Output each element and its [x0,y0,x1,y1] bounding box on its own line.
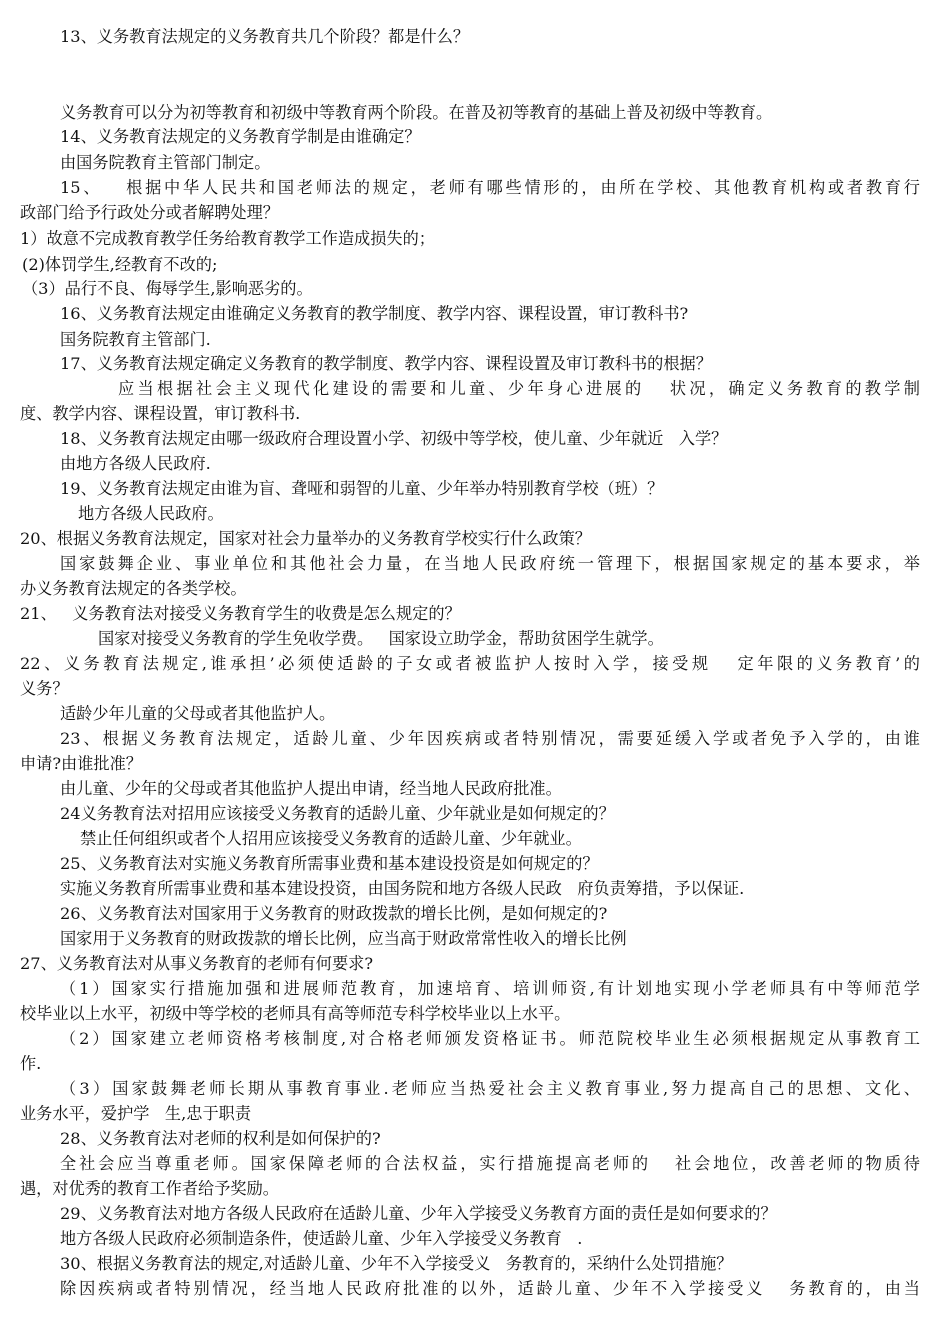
answer-15-item-1: 1）故意不完成教育教学任务给教育教学工作造成损失的； [20,229,435,248]
question-21: 21、 义务教育法对接受义务教育学生的收费是怎么规定的？ [20,604,461,623]
answer-27-item-1: （1）国家实行措施加强和进展师范教育，加速培育、培训师资,有计划地实现小学老师具有中等师范学 [60,979,920,998]
question-20: 20、根据义务教育法规定，国家对社会力量举办的义务教育学校实行什么政策？ [20,529,591,548]
answer-29: 地方各级人民政府必须制造条件，使适龄儿童、少年入学接受义务教育 . [60,1229,583,1248]
answer-14: 由国务院教育主管部门制定。 [60,153,271,172]
answer-24: 禁止任何组织或者个人招用应该接受义务教育的适龄儿童、少年就业。 [80,829,582,848]
answer-27-item-1-cont: 校毕业以上水平，初级中等学校的老师具有高等师范专科学校毕业以上水平。 [20,1004,571,1023]
answer-17-cont: 度、教学内容、课程设置，审订教科书. [20,404,301,423]
question-15: 15、 根据中华人民共和国老师法的规定，老师有哪些情形的，由所在学校、其他教育机构或者教育行 [60,178,920,197]
question-13: 13、义务教育法规定的义务教育共几个阶段？都是什么？ [60,27,470,46]
question-28: 28、义务教育法对老师的权利是如何保护的? [60,1129,381,1148]
answer-27-item-2: （2）国家建立老师资格考核制度,对合格老师颁发资格证书。师范院校毕业生必须根据规定从事教育工 [60,1029,920,1048]
answer-20: 国家鼓舞企业、事业单位和其他社会力量，在当地人民政府统一管理下，根据国家规定的基本要求，举 [60,554,920,573]
answer-30: 除因疾病或者特别情况，经当地人民政府批准的以外，适龄儿童、少年不入学接受义 务教育的，由当 [60,1279,920,1298]
question-17: 17、义务教育法规定确定义务教育的教学制度、教学内容、课程设置及审订教科书的根据？ [60,354,712,373]
question-18: 18、义务教育法规定由哪一级政府合理设置小学、初级中等学校，使儿童、少年就近 入学？ [60,429,728,448]
question-25: 25、义务教育法对实施义务教育所需事业费和基本建设投资是如何规定的？ [60,854,599,873]
question-22: 22、义务教育法规定,谁承担’必须使适龄的子女或者被监护人按时入学，接受规 定年限的义务教育’的 [20,654,920,673]
answer-17: 应当根据社会主义现代化建设的需要和儿童、少年身心进展的 状况，确定义务教育的教学制 [118,379,920,398]
question-15-cont: 政部门给予行政处分或者解聘处理？ [20,203,279,222]
question-23: 23、根据义务教育法规定，适龄儿童、少年因疾病或者特别情况，需要延缓入学或者免予入学的，由谁 [60,729,920,748]
question-29: 29、义务教育法对地方各级人民政府在适龄儿童、少年入学接受义务教育方面的责任是如何要求的？ [60,1204,777,1223]
question-16: 16、义务教育法规定由谁确定义务教育的教学制度、教学内容、课程设置，审订教科书? [60,304,689,323]
answer-26: 国家用于义务教育的财政拨款的增长比例，应当高于财政常常性收入的增长比例 [60,929,627,948]
answer-18: 由地方各级人民政府. [60,454,211,473]
answer-21: 国家对接受义务教育的学生免收学费。 国家设立助学金，帮助贫困学生就学。 [98,629,664,648]
answer-15-item-3: （3）品行不良、侮辱学生,影响恶劣的。 [22,279,313,298]
question-24: 24义务教育法对招用应该接受义务教育的适龄儿童、少年就业是如何规定的？ [60,804,615,823]
answer-28-cont: 遇，对优秀的教育工作者给予奖励。 [20,1179,279,1198]
answer-27-item-3: （3）国家鼓舞老师长期从事教育事业.老师应当热爱社会主义教育事业,努力提高自己的思想、文化、 [60,1079,920,1098]
answer-22: 适龄少年儿童的父母或者其他监护人。 [60,704,336,723]
question-26: 26、义务教育法对国家用于义务教育的财政拨款的增长比例，是如何规定的? [60,904,608,923]
answer-23: 由儿童、少年的父母或者其他监护人提出申请，经当地人民政府批准。 [60,779,562,798]
answer-27-item-2-cont: 作. [20,1054,42,1073]
question-19: 19、义务教育法规定由谁为盲、聋哑和弱智的儿童、少年举办特别教育学校（班）？ [60,479,664,498]
answer-16: 国务院教育主管部门. [60,330,211,349]
answer-13: 义务教育可以分为初等教育和初级中等教育两个阶段。在普及初等教育的基础上普及初级中等教育。 [60,103,773,122]
answer-28: 全社会应当尊重老师。国家保障老师的合法权益，实行措施提高老师的 社会地位，改善老师的物质待 [60,1154,920,1173]
question-30: 30、根据义务教育法的规定,对适龄儿童、少年不入学接受义 务教育的，采纳什么处罚措施？ [60,1254,733,1273]
answer-25: 实施义务教育所需事业费和基本建设投资，由国务院和地方各级人民政 府负责筹措，予以保证. [60,879,745,898]
question-14: 14、义务教育法规定的义务教育学制是由谁确定？ [60,127,421,146]
question-23-cont: 申请?由谁批准？ [20,754,142,773]
answer-19: 地方各级人民政府。 [78,504,224,523]
question-22-cont: 义务？ [20,679,69,698]
answer-20-cont: 办义务教育法规定的各类学校。 [20,579,247,598]
answer-27-item-3-cont: 业务水平，爱护学 生,忠于职责 [20,1104,252,1123]
answer-15-item-2: (2)体罚学生,经教育不改的; [22,255,218,274]
question-27: 27、义务教育法对从事义务教育的老师有何要求? [20,954,374,973]
